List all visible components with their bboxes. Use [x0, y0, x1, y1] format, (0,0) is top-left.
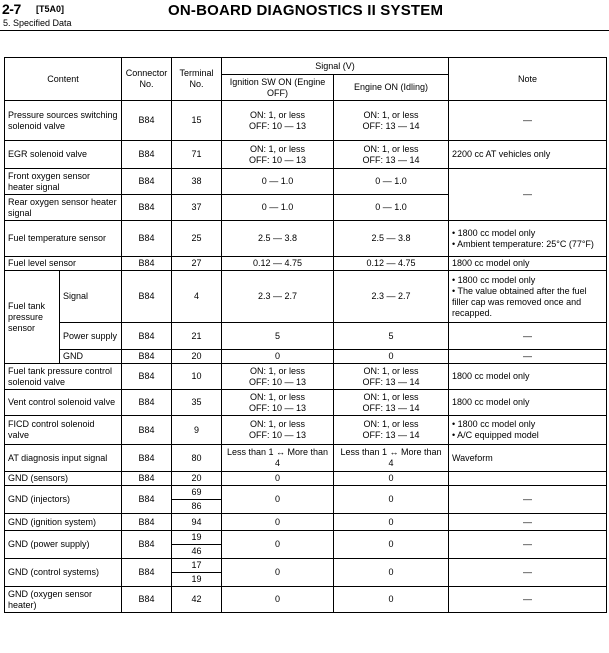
header-ignition: Ignition SW ON (Engine OFF)	[222, 75, 334, 101]
header-content: Content	[5, 58, 122, 101]
section-subtitle: 5. Specified Data	[3, 18, 72, 28]
specified-data-table	[4, 57, 607, 613]
table-row: EGR solenoid valve B84 71 ON: 1, or less OFF: 10 — 13 ON: 1, or less OFF: 13 — 14 2200 cc AT vehicles only	[5, 141, 607, 169]
header-note: Note	[449, 58, 607, 101]
header-rule	[0, 30, 609, 31]
table-row: GND (power supply) B84 19 0 0 —	[5, 531, 607, 545]
header-signal: Signal (V)	[222, 58, 449, 75]
header-engine: Engine ON (Idling)	[334, 75, 449, 101]
group-label: Fuel tank pressure sensor	[5, 271, 60, 364]
table-row: Vent control solenoid valve B84 35 ON: 1, or less OFF: 10 — 13 ON: 1, or less OFF: 13 — 14 1800 cc model only	[5, 390, 607, 416]
header-connector: Connector No.	[122, 58, 172, 101]
table-row: AT diagnosis input signal B84 80 Less than 1 ↔ More than 4 Less than 1 ↔ More than 4 Waveform	[5, 445, 607, 472]
table-row: Fuel tank pressure sensor Signal B84 4 2.3 — 2.7 2.3 — 2.7 • 1800 cc model only • The value obtained after the fuel filler cap was removed once and recapped.	[5, 271, 607, 323]
table-row: Power supply B84 21 5 5 —	[5, 323, 607, 350]
table-row: GND (sensors) B84 20 0 0	[5, 472, 607, 486]
table-row: Fuel tank pressure control solenoid valve B84 10 ON: 1, or less OFF: 10 — 13 ON: 1, or less OFF: 13 — 14 1800 cc model only	[5, 364, 607, 390]
table-row: Front oxygen sensor heater signal B84 38 0 — 1.0 0 — 1.0 —	[5, 169, 607, 195]
section-code: [T5A0]	[36, 4, 65, 14]
table-row: 86	[5, 500, 607, 514]
section-number: 2-7	[2, 1, 21, 17]
page-header	[0, 0, 609, 34]
table-row: GND (ignition system) B84 94 0 0 —	[5, 514, 607, 531]
page-title: ON-BOARD DIAGNOSTICS II SYSTEM	[168, 2, 444, 19]
table-row: GND B84 20 0 0 —	[5, 350, 607, 364]
table-row: Fuel temperature sensor B84 25 2.5 — 3.8 2.5 — 3.8 • 1800 cc model only • Ambient temperature: 25°C (77°F)	[5, 221, 607, 257]
table-row: GND (control systems) B84 17 0 0 —	[5, 559, 607, 573]
table-row: 19	[5, 573, 607, 587]
header-terminal: Terminal No.	[172, 58, 222, 101]
table-row: 46	[5, 545, 607, 559]
table-row: Pressure sources switching solenoid valve B84 15 ON: 1, or less OFF: 10 — 13 ON: 1, or less OFF: 13 — 14 —	[5, 101, 607, 141]
table-row: GND (injectors) B84 69 0 0 —	[5, 486, 607, 500]
table-row: FICD control solenoid valve B84 9 ON: 1, or less OFF: 10 — 13 ON: 1, or less OFF: 13 — 14 • 1800 cc model only • A/C equipped model	[5, 416, 607, 445]
table-row: GND (oxygen sensor heater) B84 42 0 0 —	[5, 587, 607, 613]
table-row: Fuel level sensor B84 27 0.12 — 4.75 0.12 — 4.75 1800 cc model only	[5, 257, 607, 271]
table-row: Rear oxygen sensor heater signal B84 37 0 — 1.0 0 — 1.0	[5, 195, 607, 221]
